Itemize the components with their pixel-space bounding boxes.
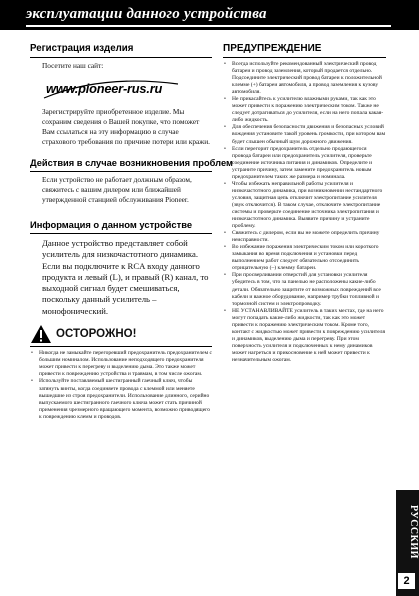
warning-item: • Всегда используйте рекомендованный электрический провод батареи и провод заземления, который продается отдельно. Подсоедините электрический провод батареи к положительной клемме (+) батареи автомобиля, а провод заземления к кузову автомобиля. xyxy=(223,61,386,96)
warning-item: • Во избежание поражения электрическим током или короткого замыкания во время подключения и установки перед выполнением работ следует обязательно отсоединить отрицательную (–) клемму батареи. xyxy=(223,244,386,272)
header-divider xyxy=(26,25,391,27)
problem-title: Действия в случае возникновения проблем xyxy=(30,152,212,172)
caution-item: • Никогда не замыкайте перегоревший предохранитель предохранителем с большим номиналом. Использование неподходящего предохранителя может привести к перегреву и выделению дыма. Это также может привести к повреждению устройства и травмам, в том числе ожогам. xyxy=(30,350,212,378)
page-number: 2 xyxy=(403,575,410,587)
info-body: Данное устройство представляет собой усилитель для низкочастотного динамика. Если вы подключите к RCA входу данного продукта и левый (L), и правый (R) канал, то выходной сигнал будет смешиваться, поскольку данный усилитель – монофонический. xyxy=(42,238,209,316)
caution-item: • Используйте поставляемый шестигранный гаечный ключ, чтобы затянуть винты, когда соединяете провода с клеммой или меняете вышедшие из строя предохранители. Использование длинного, серийно выпускаемого шестигранного гаечного ключа может стать причиной применения чрезмерного вращающего момента, возможно приводящего к повреждению клемм и проводов. xyxy=(30,378,212,421)
language-tab-label: РУССКИЙ xyxy=(408,505,419,559)
warning-item: • НЕ УСТАНАВЛИВАЙТЕ усилитель в таких местах, где на него могут попадать какие-либо жидкости, так как это может привести к поражению электрическим током. Кроме того, контакт с жидкостью может привести к повреждению усилителя и динамиков, выделению дыма и перегреву. При этом поверхность усилителя и подключенных к нему динамиков может нагреться и прикосновение к ней может привести к незначительным ожогам. xyxy=(223,308,386,364)
warning-item: • Свяжитесь с дилером, если вы не можете определить причину неисправности. xyxy=(223,230,386,244)
warning-title: ПРЕДУПРЕЖДЕНИЕ xyxy=(223,36,386,58)
warning-list xyxy=(223,61,386,364)
warning-item: • При просверливании отверстий для установки усилителя убедитесь в том, что за панелью не расположены какие-либо детали. Обязательно защитите от возможных повреждений все кабели и важное оборудование, например трубки топливной и тормозной систем и электропроводку. xyxy=(223,272,386,307)
pioneer-website-logo[interactable] xyxy=(42,78,182,102)
warning-item: • Не прикасайтесь к усилителю влажными руками, так как это может привести к поражению электрическим током. Также не следует дотрагиваться до усилителя, если на него попала какая-либо жидкость. xyxy=(223,96,386,124)
caution-title: ОСТОРОЖНО! xyxy=(56,328,137,341)
info-title: Информация о данном устройстве xyxy=(30,213,212,234)
registration-visit-text: Посетите наш сайт: xyxy=(42,61,104,70)
problem-body: Если устройство не работает должным образом, свяжитесь с вашим дилером или ближайшей утвержденной станцией обслуживания Pioneer. xyxy=(42,175,192,204)
warning-item: • Для обеспечения безопасности движения и безопасных условий вождения установите такой уровень громкости, при котором вам будет слышен обычный шум дорожного движения. xyxy=(223,124,386,145)
left-column xyxy=(30,36,233,421)
page-header-title: эксплуатации данного устройства xyxy=(26,6,267,22)
caution-list xyxy=(30,350,212,421)
page-header-band xyxy=(0,0,419,30)
warning-item: • Чтобы избежать неправильной работы усилителя и низкочастотного динамика, при возникновении нестандартного условия, защитная цепь отключит электропитание усилителя (звук отключится). В таком случае, отключите электропитание системы и проверьте соединение источника электропитания и низкочастотного динамика. Выявите причину и устраните проблему. xyxy=(223,181,386,230)
registration-body: Зарегистрируйте приобретенное изделие. Мы сохраним сведения о Вашей покупке, что поможет Вам ссылаться на эту информацию в случае страхового требования по причине потери или кражи. xyxy=(42,107,210,146)
right-column xyxy=(223,36,386,364)
website-url: www.pioneer-rus.ru xyxy=(46,81,163,96)
registration-title: Регистрация изделия xyxy=(30,36,212,58)
warning-item: • Если перегорит предохранитель отдельно продающегося провода батареи или предохранитель усилителя, проверьте соединение источника питания и динамиков. Определите и устраните причину, затем замените предохранитель новым предохранителем таких же размера и номинала. xyxy=(223,146,386,181)
warning-triangle-icon xyxy=(30,324,52,344)
caution-heading xyxy=(30,324,212,347)
